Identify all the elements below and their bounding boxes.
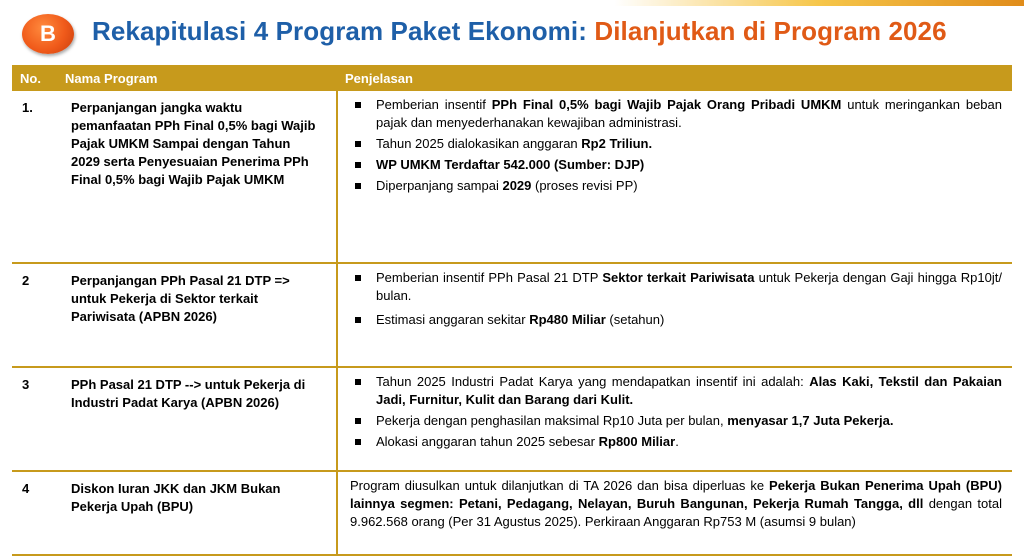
page-title — [92, 16, 947, 52]
column-header-no: No. — [20, 70, 41, 86]
program-table — [12, 65, 1012, 556]
row-number: 1. — [22, 100, 33, 115]
program-name: Perpanjangan PPh Pasal 21 DTP => untuk Pekerja di Sektor terkait Pariwisata (APBN 2026) — [71, 273, 290, 324]
bullet-item: Pekerja dengan penghasilan maksimal Rp10 Juta per bulan, menyasar 1,7 Juta Pekerja. — [350, 412, 1002, 430]
bullet-item: Pemberian insentif PPh Final 0,5% bagi Wajib Pajak Orang Pribadi UMKM untuk meringankan beban pajak dan menyederhanakan kewajiban administrasi. — [350, 96, 1002, 132]
bullet-item: Pemberian insentif PPh Pasal 21 DTP Sektor terkait Pariwisata untuk Pekerja dengan Gaji hingga Rp10jt/ bulan. — [350, 269, 1002, 305]
program-description — [337, 471, 1012, 555]
table-row — [12, 263, 1012, 367]
program-description — [337, 263, 1012, 367]
row-number: 4 — [22, 481, 30, 496]
page-title-highlight: Dilanjutkan di Program 2026 — [594, 16, 947, 46]
table-row — [12, 367, 1012, 471]
program-description — [337, 91, 1012, 263]
top-accent-line — [0, 0, 1024, 6]
bullet-item: Alokasi anggaran tahun 2025 sebesar Rp800 Miliar. — [350, 433, 1002, 451]
column-header-description: Penjelasan — [345, 70, 413, 86]
bullet-item: Tahun 2025 Industri Padat Karya yang mendapatkan insentif ini adalah: Alas Kaki, Tekstil dan Pakaian Jadi, Furnitur, Kulit dan Barang dari Kulit. — [350, 373, 1002, 409]
bullet-item: Estimasi anggaran sekitar Rp480 Miliar (setahun) — [350, 311, 1002, 329]
bullet-item: WP UMKM Terdaftar 542.000 (Sumber: DJP) — [350, 156, 1002, 174]
bullet-item: Diperpanjang sampai 2029 (proses revisi PP) — [350, 177, 1002, 195]
program-name: PPh Pasal 21 DTP --> untuk Pekerja di Industri Padat Karya (APBN 2026) — [71, 377, 306, 410]
column-header-name: Nama Program — [65, 70, 158, 86]
table-row — [12, 471, 1012, 555]
row-number: 2 — [22, 273, 30, 288]
table-header-row — [12, 65, 1012, 91]
section-badge — [22, 14, 74, 54]
section-badge-letter: B — [40, 21, 56, 46]
row-number: 3 — [22, 377, 30, 392]
description-paragraph: Program diusulkan untuk dilanjutkan di TA 2026 dan bisa diperluas ke Pekerja Bukan Penerima Upah (BPU) lainnya segmen: Petani, Pedagang, Nelayan, Buruh Bangunan, Pekerja Rumah Tangga, dll dengan total 9.962.568 orang (Per 31 Agustus 2025). Perkiraan Anggaran Rp753 M (asumsi 9 bulan) — [350, 478, 1003, 529]
bullet-item: Tahun 2025 dialokasikan anggaran Rp2 Triliun. — [350, 135, 1002, 153]
program-name: Diskon Iuran JKK dan JKM Bukan Pekerja Upah (BPU) — [71, 481, 281, 514]
program-name: Perpanjangan jangka waktu pemanfaatan PPh Final 0,5% bagi Wajib Pajak UMKM Sampai dengan Tahun 2029 serta Penyesuaian Penerima PPh Final 0,5% bagi Wajib Pajak UMKM — [71, 100, 316, 187]
page-title-main: Rekapitulasi 4 Program Paket Ekonomi: — [92, 16, 587, 46]
table-row — [12, 91, 1012, 263]
program-description — [337, 367, 1012, 471]
